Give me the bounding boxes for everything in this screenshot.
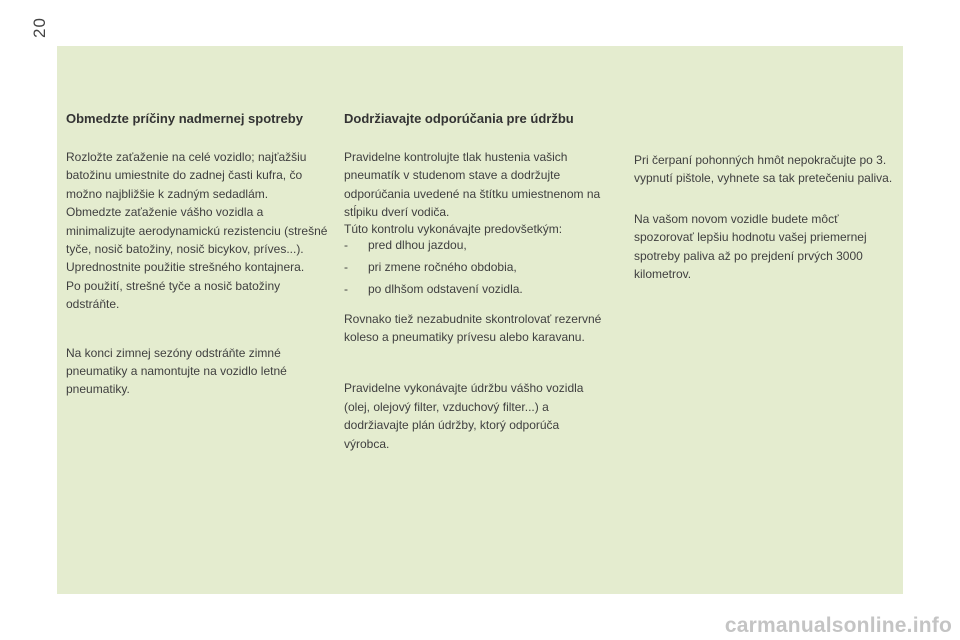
column-refuelling	[634, 151, 900, 283]
list-item: - po dlhšom odstavení vozidla.	[344, 281, 523, 296]
paragraph-spare-wheel: Rovnako tiež nezabudnite skontrolovať rezervné koleso a pneumatiky prívesu alebo karavanu.	[344, 311, 602, 345]
column-consumption-causes	[66, 111, 328, 399]
list-item: - pred dlhou jazdou,	[344, 237, 467, 252]
heading-consumption-causes: Obmedzte príčiny nadmernej spotreby	[66, 111, 303, 126]
paragraph-winter-tyres: Na konci zimnej sezóny odstráňte zimné pneumatiky a namontujte na vozidlo letné pneumatiky.	[66, 345, 287, 397]
paragraph-service-schedule: Pravidelne vykonávajte údržbu vášho vozidla (olej, olejový filter, vzduchový filter...) a dodržiavajte plán údržby, ktorý odporúča výrobca.	[344, 381, 584, 451]
list-intro: Túto kontrolu vykonávajte predovšetkým:	[344, 221, 563, 236]
paragraph-load-distribution: Rozložte zaťaženie na celé vozidlo; najťažšiu batožinu umiestnite do zadnej časti kufra, čo možno najbližšie k zadným sedadlám.	[66, 150, 307, 201]
paragraph-refuelling: Pri čerpaní pohonných hmôt nepokračujte po 3. vypnutí pištole, vyhnete sa tak pretečeniu paliva.	[634, 153, 893, 186]
paragraph-tyre-pressure: Pravidelne kontrolujte tlak hustenia vašich pneumatík v studenom stave a dodržujte odporúčania uvedené na štítku umiestnenom na stĺpiku dverí vodiča.	[344, 150, 601, 220]
list-item: - pri zmene ročného obdobia,	[344, 259, 517, 274]
heading-maintenance: Dodržiavajte odporúčania pre údržbu	[344, 111, 574, 126]
checklist	[344, 236, 606, 298]
column-maintenance	[344, 111, 606, 453]
page-number: 20	[30, 17, 49, 38]
paragraph-new-vehicle-consumption: Na vašom novom vozidle budete môcť spozorovať lepšiu hodnotu vašej priemernej spotreby paliva až po prejdení prvých 3000 kilometrov.	[634, 211, 867, 282]
paragraph-remove-roof-bars: Po použití, strešné tyče a nosič batožiny odstráňte.	[66, 278, 281, 312]
watermark-logo: carmanualsonline.info	[724, 614, 952, 637]
paragraph-aerodynamics: Obmedzte zaťaženie vášho vozidla a minimalizujte aerodynamickú rezistenciu (strešné tyče, nosič batožiny, nosič bicykov, príves...). Uprednostnite použitie strešného kontajnera.	[66, 205, 328, 275]
